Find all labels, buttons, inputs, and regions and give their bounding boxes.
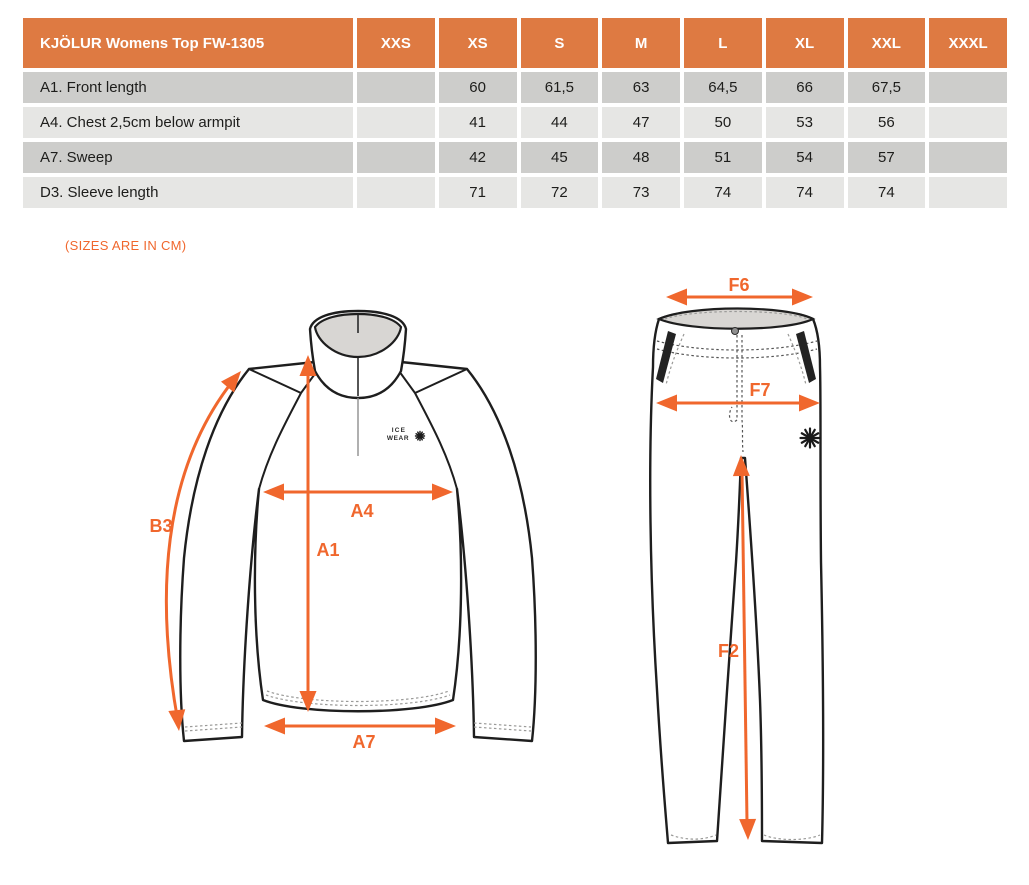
measure-label-f6: F6 bbox=[728, 275, 750, 295]
measure-label-a7: A7 bbox=[352, 732, 376, 752]
size-cell: 67,5 bbox=[848, 72, 926, 103]
size-cell: 63 bbox=[602, 72, 680, 103]
size-cell bbox=[929, 177, 1007, 208]
size-cell: 72 bbox=[521, 177, 599, 208]
size-cell: 41 bbox=[439, 107, 517, 138]
col-header-xl: XL bbox=[766, 18, 844, 68]
size-cell: 74 bbox=[684, 177, 762, 208]
col-header-xxxl: XXXL bbox=[929, 18, 1007, 68]
col-header-xs: XS bbox=[439, 18, 517, 68]
size-cell: 44 bbox=[521, 107, 599, 138]
col-header-m: M bbox=[602, 18, 680, 68]
measurement-diagrams bbox=[0, 255, 1029, 885]
size-cell: 48 bbox=[602, 142, 680, 173]
size-cell bbox=[357, 142, 435, 173]
size-cell bbox=[357, 107, 435, 138]
size-cell: 45 bbox=[521, 142, 599, 173]
size-cell: 56 bbox=[848, 107, 926, 138]
size-cell: 54 bbox=[766, 142, 844, 173]
measure-arrow-f6-waist bbox=[666, 275, 813, 306]
size-cell: 64,5 bbox=[684, 72, 762, 103]
pants-silhouette bbox=[650, 309, 823, 843]
measure-label-a4: A4 bbox=[350, 501, 374, 521]
chest-logo-text-top: ICE bbox=[391, 427, 407, 434]
row-label: D3. Sleeve length bbox=[23, 177, 353, 208]
chest-logo-text-bottom: WEAR bbox=[386, 435, 410, 442]
col-header-s: S bbox=[521, 18, 599, 68]
size-cell: 74 bbox=[766, 177, 844, 208]
waist-button bbox=[732, 328, 739, 335]
size-table-header-row bbox=[23, 18, 1007, 68]
col-header-xxs: XXS bbox=[357, 18, 435, 68]
size-cell: 66 bbox=[766, 72, 844, 103]
size-cell: 60 bbox=[439, 72, 517, 103]
size-cell: 47 bbox=[602, 107, 680, 138]
size-cell: 61,5 bbox=[521, 72, 599, 103]
size-cell bbox=[357, 177, 435, 208]
size-cell: 51 bbox=[684, 142, 762, 173]
size-cell: 42 bbox=[439, 142, 517, 173]
table-row-sleeve-length bbox=[23, 177, 1007, 208]
row-label: A7. Sweep bbox=[23, 142, 353, 173]
measure-label-a1: A1 bbox=[316, 540, 340, 560]
size-cell: 74 bbox=[848, 177, 926, 208]
size-cell: 57 bbox=[848, 142, 926, 173]
col-header-l: L bbox=[684, 18, 762, 68]
size-cell bbox=[929, 72, 1007, 103]
size-cell: 50 bbox=[684, 107, 762, 138]
table-row-sweep bbox=[23, 142, 1007, 173]
measure-label-b3: B3 bbox=[149, 516, 173, 536]
pants-drawing bbox=[650, 275, 823, 843]
col-header-xxl: XXL bbox=[848, 18, 926, 68]
size-cell bbox=[929, 142, 1007, 173]
table-row-front-length bbox=[23, 72, 1007, 103]
top-garment-drawing bbox=[149, 311, 535, 752]
size-table bbox=[19, 14, 1011, 212]
table-row-chest bbox=[23, 107, 1007, 138]
size-cell: 53 bbox=[766, 107, 844, 138]
size-cell bbox=[929, 107, 1007, 138]
row-label: A1. Front length bbox=[23, 72, 353, 103]
size-cell: 73 bbox=[602, 177, 680, 208]
measure-arrow-a7-sweep bbox=[264, 718, 456, 753]
measure-label-f7: F7 bbox=[749, 380, 771, 400]
size-cell bbox=[357, 72, 435, 103]
row-label: A4. Chest 2,5cm below armpit bbox=[23, 107, 353, 138]
measure-label-f2: F2 bbox=[717, 641, 739, 661]
size-cell: 71 bbox=[439, 177, 517, 208]
sizes-unit-note: (SIZES ARE IN CM) bbox=[65, 238, 187, 253]
size-table-title: KJÖLUR Womens Top FW-1305 bbox=[23, 18, 353, 68]
